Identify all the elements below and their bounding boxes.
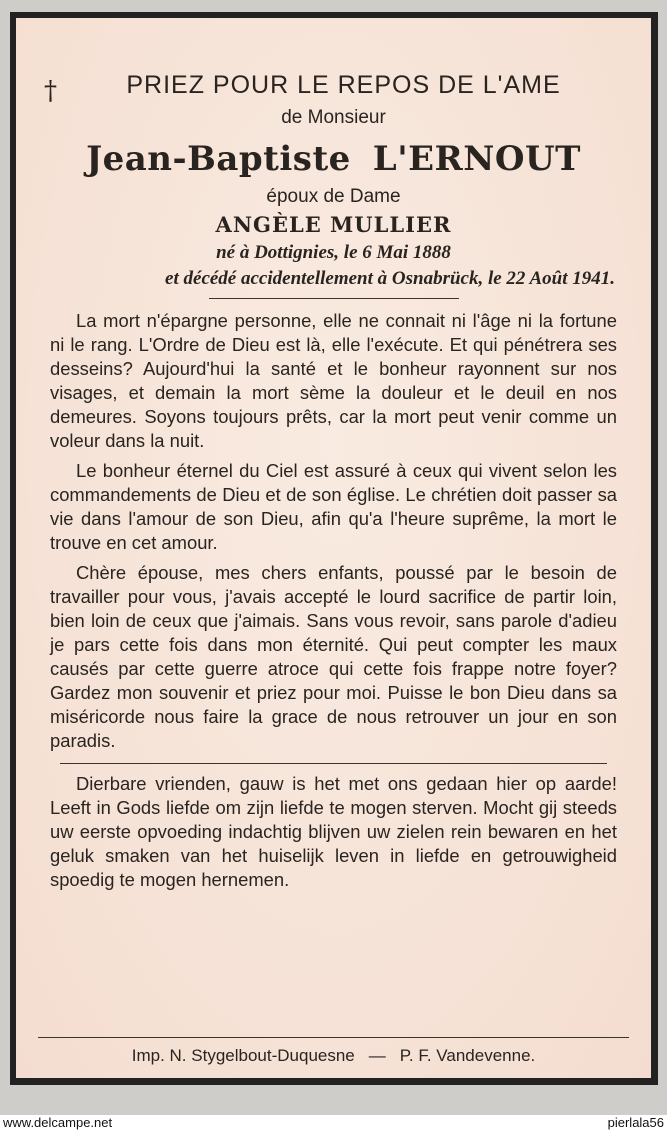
printer-credit: [38, 1037, 629, 1072]
deceased-name: [46, 134, 621, 184]
printer-separator: —: [368, 1046, 386, 1065]
spouse-intro: époux de Dame: [266, 186, 401, 207]
printer-left: Imp. N. Stygelbout-Duquesne: [131, 1046, 355, 1065]
honorific: de Monsieur: [281, 107, 386, 128]
watermark-left: www.delcampe.net: [3, 1115, 113, 1130]
paragraph-dutch: Dierbare vrienden, gauw is het met ons gedaan hier op aarde! Leeft in Gods liefde om zijn liefde te mogen sterven. Mocht gij steeds uw eerste opvoeding indachtig blijven uw zielen rein bewaren en het geluk smaken van het huiselijk leven in liefde en getrouwigheid spoedig te mogen hernemen.: [50, 773, 617, 890]
divider-long: [60, 763, 607, 764]
watermark-bar: [0, 1115, 667, 1131]
paragraph: Chère épouse, mes chers enfants, poussé par le besoin de travailler pour vous, j'avais accepté le lourd sacrifice de partir loin, bien loin de ceux que j'aimais. Sans vous revoir, sans parole d'adieu je pars cette fois dans mon éternité. Qui peut compter les maux causés par cette guerre atroce qui cette fois frappe notre foyer? Gardez mon souvenir et priez pour moi. Puisse le bon Dieu dans sa miséricorde nous faire la grace de nous retrouver un jour en son paradis.: [50, 562, 617, 751]
death-line: et décédé accidentellement à Osnabrück, le 22 Août 1941.: [165, 268, 615, 289]
paragraph: Le bonheur éternel du Ciel est assuré à ceux qui vivent selon les commandements de Dieu et de son église. Le chrétien doit passer sa vie dans l'amour de son Dieu, afin qu'a l'heure suprême, la mort le trouve en cet amour.: [50, 460, 617, 553]
memorial-text: [46, 309, 621, 892]
printer-right: P. F. Vandevenne.: [399, 1046, 536, 1065]
paragraph: La mort n'épargne personne, elle ne connait ni l'âge ni la fortune ni le rang. L'Ordre de Dieu est là, elle l'exécute. Et qui pénétrera ses desseins? Aujourd'hui la santé et le bonheur rayonnent sur nos visages, et demain la mort sème la douleur et le deuil en nos demeures. Soyons toujours prêts, car la mort peut venir comme un voleur dans la nuit.: [50, 310, 617, 451]
divider-short: [209, 298, 459, 299]
prayer-title: PRIEZ POUR LE REPOS DE L'AME: [126, 71, 561, 99]
memorial-card: [10, 12, 658, 1085]
first-name: Jean-Baptiste: [86, 139, 351, 179]
spouse-name: ANGÈLE MULLIER: [215, 212, 452, 237]
watermark-right: pierlala56: [607, 1115, 664, 1130]
last-name: L'ERNOUT: [372, 139, 581, 179]
birth-line: né à Dottignies, le 6 Mai 1888: [216, 242, 451, 263]
card-paper: [16, 18, 651, 1078]
cross-icon: †: [44, 76, 57, 106]
